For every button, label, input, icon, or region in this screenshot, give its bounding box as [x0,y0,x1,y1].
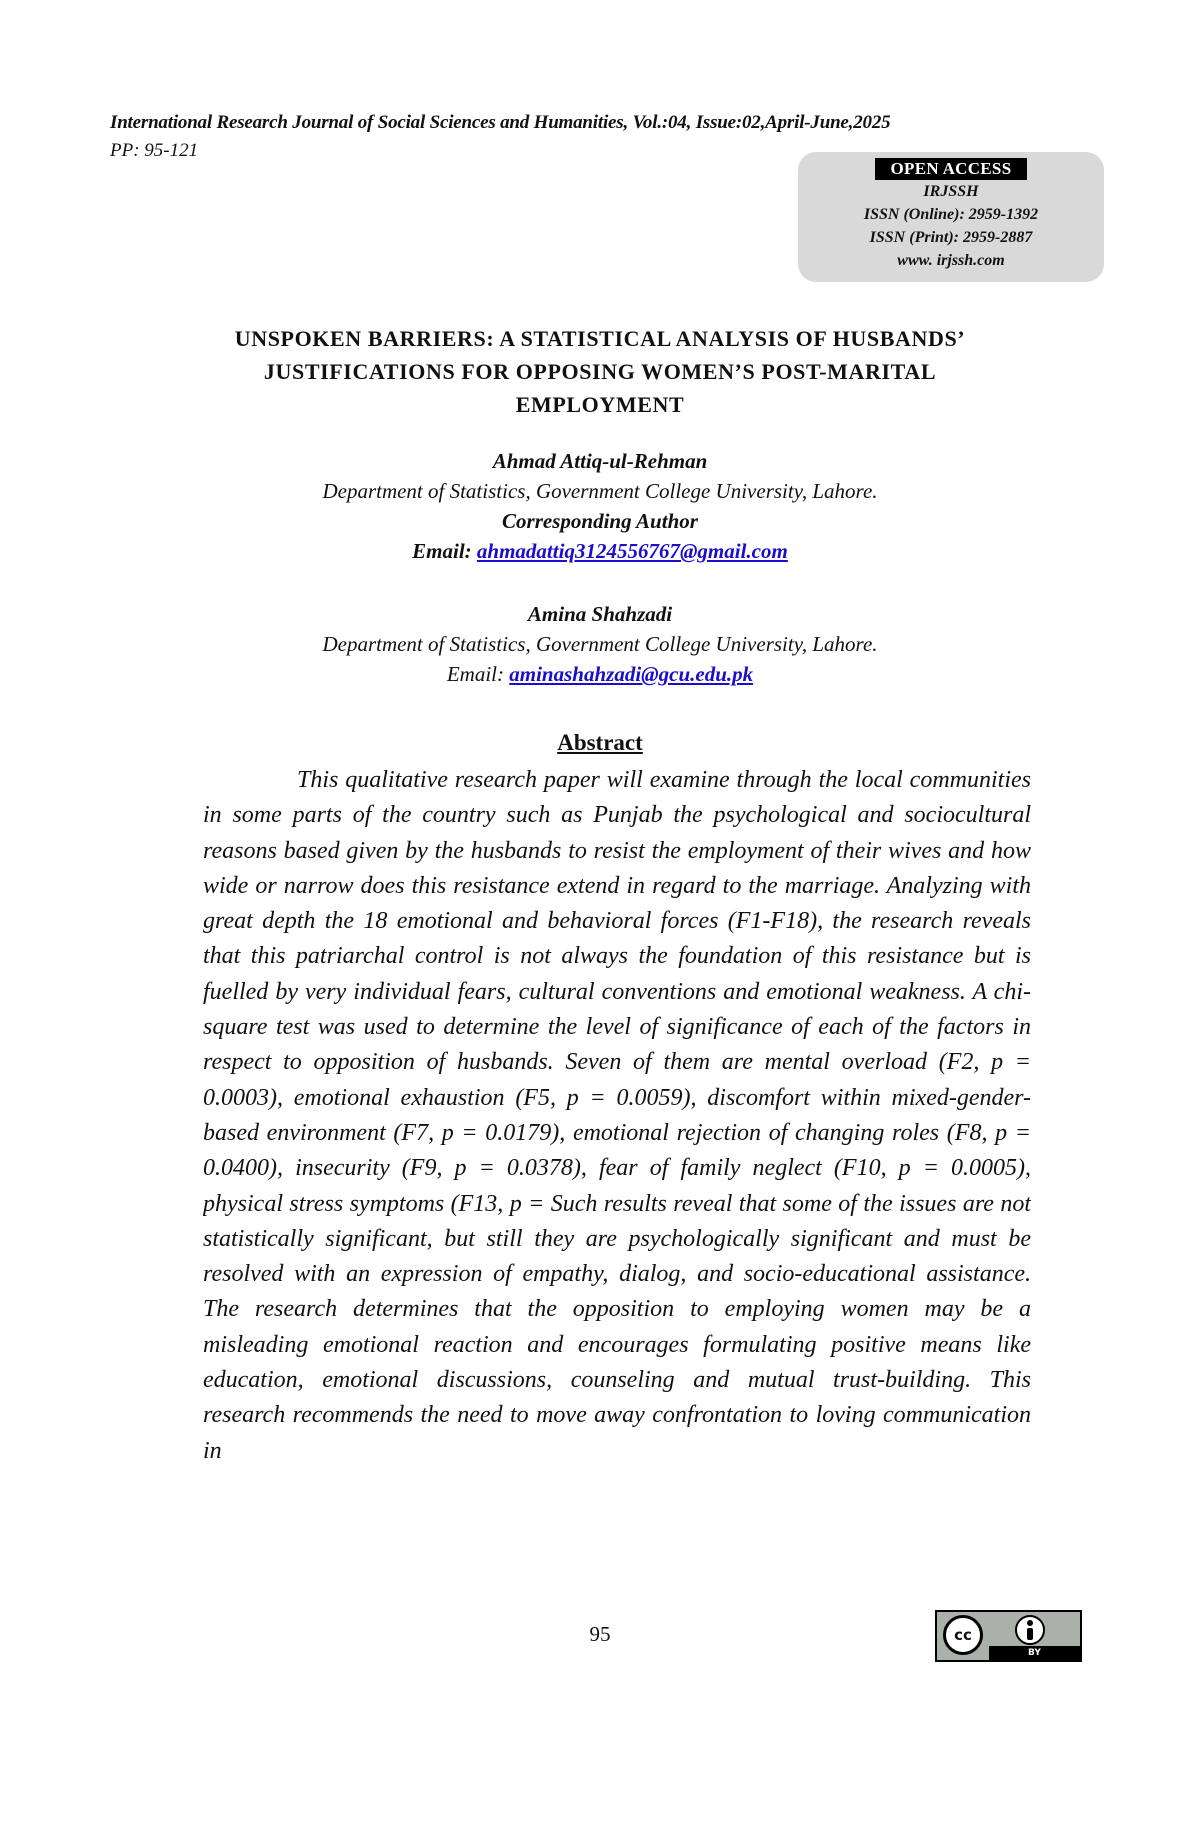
author-email-link[interactable]: ahmadattiq3124556767@gmail.com [476,539,788,563]
page-number: 95 [589,1622,611,1646]
cc-icon: cc [943,1615,983,1655]
open-access-label: OPEN ACCESS [875,158,1028,180]
journal-header: International Research Journal of Social Sciences and Humanities, Vol.:04, Issue:02,April-June,2025 [110,112,891,133]
author-name: Amina Shahzadi [527,602,673,626]
page-range: PP: 95-121 [110,140,199,161]
paper-title [110,322,1090,421]
title-line: EMPLOYMENT [515,392,685,417]
author-affiliation: Department of Statistics, Government College University, Lahore. [322,479,878,503]
author-1 [110,446,1090,566]
issn-print: ISSN (Print): 2959-2887 [869,229,1033,246]
title-line: UNSPOKEN BARRIERS: A STATISTICAL ANALYSIS OF HUSBANDS’ [234,326,966,351]
author-name: Ahmad Attiq-ul-Rehman [492,449,708,473]
author-email-line [110,536,1090,566]
open-access-box [798,152,1104,282]
journal-website: www. irjssh.com [897,252,1005,269]
journal-abbrev: IRJSSH [923,183,979,200]
abstract-heading: Abstract [557,730,643,755]
author-email-line [110,659,1090,689]
email-label: Email: [446,662,510,686]
author-affiliation: Department of Statistics, Government College University, Lahore. [322,632,878,656]
author-2 [110,599,1090,689]
author-email-link[interactable]: aminashahzadi@gcu.edu.pk [509,662,754,686]
by-label: BY [989,1646,1080,1660]
attribution-person-icon [1015,1615,1045,1645]
title-line: JUSTIFICATIONS FOR OPPOSING WOMEN’S POST-MARITAL [263,359,937,384]
abstract-text: This qualitative research paper will examine through the local communities in some parts of the country such as Punjab the psychological and sociocultural reasons based given by the husbands to resist the employment of their wives and how wide or narrow does this resistance extend in regard to the marriage. Analyzing with great depth the 18 emotional and behavioral forces (F1-F18), the research reveals that this patriarchal control is not always the foundation of this resistance but is fuelled by very individual fears, cultural conventions and emotional weakness. A chi-square test was used to determine the level of significance of each of the factors in respect to opposition of husbands. Seven of them are mental overload (F2, p = 0.0003), emotional exhaustion (F5, p = 0.0059), discomfort within mixed-gender-based environment (F7, p = 0.0179), emotional rejection of changing roles (F8, p = 0.0400), insecurity (F9, p = 0.0378), fear of family neglect (F10, p = 0.0005), physical stress symptoms (F13, p = Such results reveal that some of the issues are not statistically significant, but still they are psychologically significant and must be resolved with an expression of empathy, dialog, and socio-educational assistance. The research determines that the opposition to employing women may be a misleading emotional reaction and encourages formulating positive means like education, emotional discussions, counseling and mutual trust-building. This research recommends the need to move away confrontation to loving communication in [203,767,1031,1464]
cc-by-license-badge[interactable] [935,1610,1082,1662]
issn-online: ISSN (Online): 2959-1392 [863,206,1039,223]
corresponding-author-label: Corresponding Author [502,509,698,533]
email-label: Email: [412,539,477,563]
